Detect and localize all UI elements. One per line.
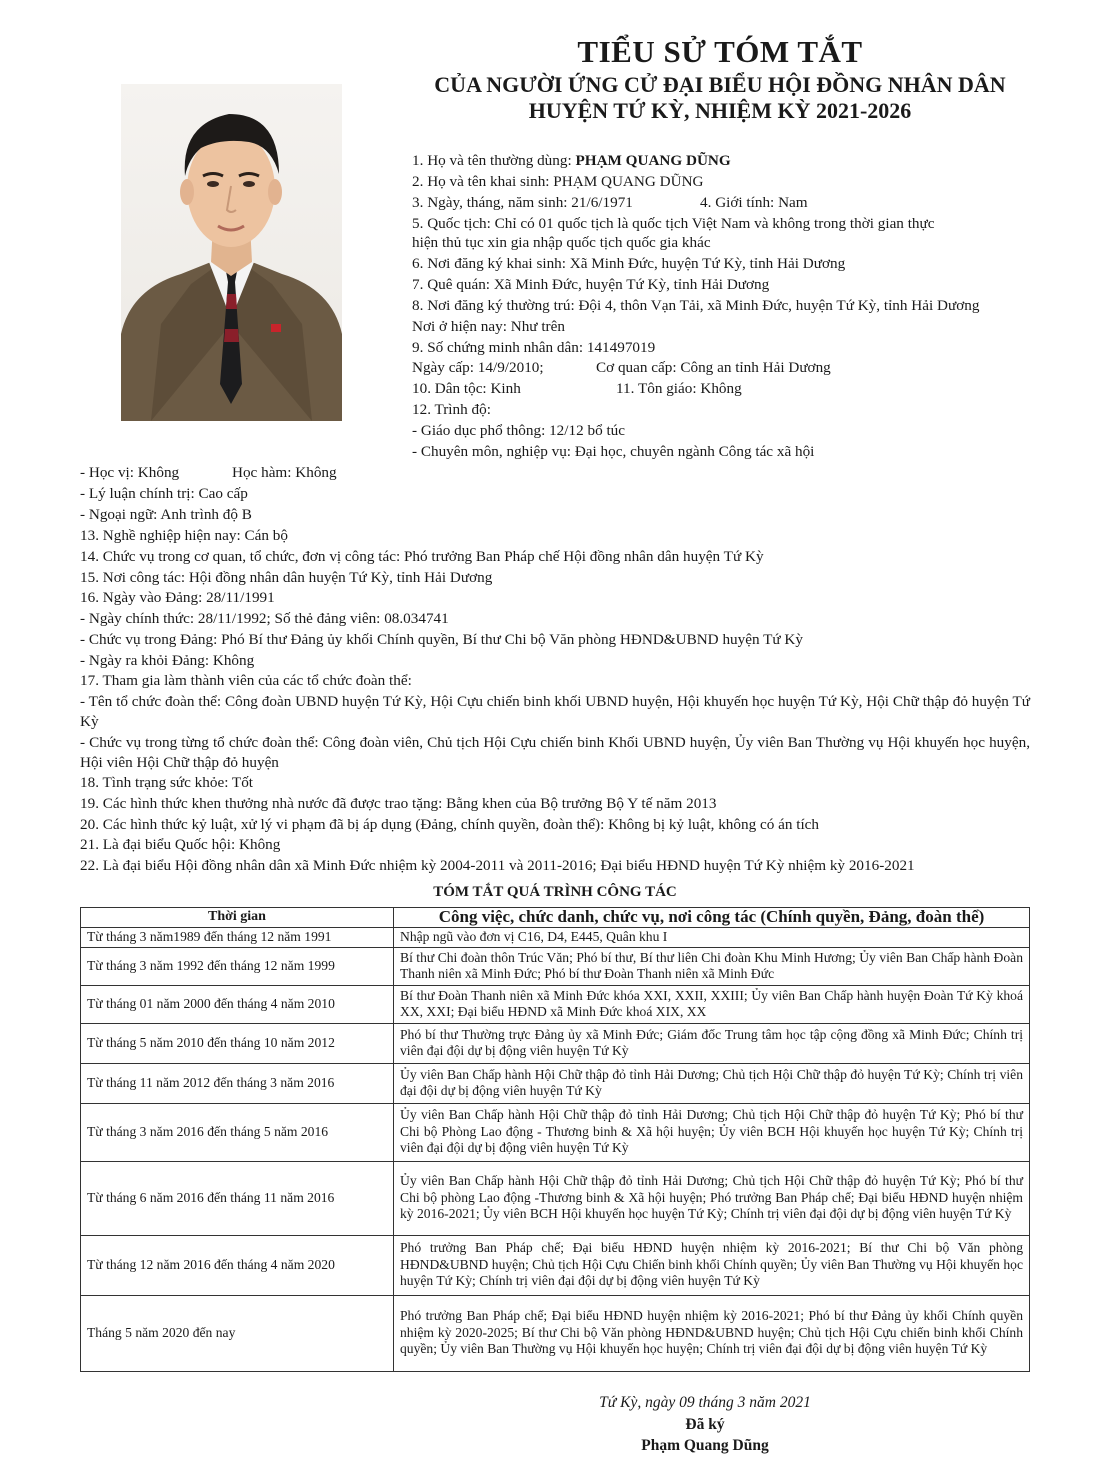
table-row	[81, 985, 1030, 1023]
info-line-6: 6. Nơi đăng ký khai sinh: Xã Minh Đức, huyện Tứ Kỳ, tỉnh Hải Dương	[412, 255, 846, 272]
info-line-17: 17. Tham gia làm thành viên của các tổ chức đoàn thể:	[80, 672, 412, 689]
info-line-15: 15. Nơi công tác: Hội đồng nhân dân huyện Tứ Kỳ, tỉnh Hải Dương	[80, 569, 493, 586]
row-time: Từ tháng 01 năm 2000 đến tháng 4 năm 2010	[81, 985, 394, 1023]
info-line-5a: 5. Quốc tịch: Chỉ có 01 quốc tịch là quốc tịch Việt Nam và không trong thời gian thực	[412, 215, 935, 232]
row-desc: Phó trưởng Ban Pháp chế; Đại biểu HĐND huyện nhiệm kỳ 2016-2021; Bí thư Chi bộ Văn phòng HĐND&UBND huyện; Chủ tịch Hội Cựu Chiến binh khối Chính quyền; Ủy viên Ban Thường vụ Hội khuyến học huyện Tứ Kỳ; Chính trị viên đại đội dự bị động viên huyện Tứ Kỳ	[394, 1235, 1030, 1295]
info-line-8b: Nơi ở hiện nay: Như trên	[412, 318, 565, 335]
info-line-10: 10. Dân tộc: Kinh	[412, 380, 521, 397]
portrait-photo	[121, 84, 342, 421]
info-line-11: 11. Tôn giáo: Không	[616, 380, 742, 397]
info-line-7: 7. Quê quán: Xã Minh Đức, huyện Tứ Kỳ, tỉnh Hải Dương	[412, 276, 770, 293]
info-hocvi: - Học vị: Không	[80, 464, 180, 481]
info-llct: - Lý luận chính trị: Cao cấp	[80, 485, 248, 502]
info-line-12: 12. Trình độ:	[412, 401, 491, 418]
info-line-18: 18. Tình trạng sức khỏe: Tốt	[80, 774, 254, 791]
table-row	[81, 947, 1030, 985]
info-line-8: 8. Nơi đăng ký thường trú: Đội 4, thôn Vạn Tải, xã Minh Đức, huyện Tứ Kỳ, tỉnh Hải Dương	[412, 297, 980, 314]
info-line-9: 9. Số chứng minh nhân dân: 141497019	[412, 339, 656, 356]
info-line-2: 2. Họ và tên khai sinh: PHẠM QUANG DŨNG	[412, 173, 704, 190]
row-desc: Phó bí thư Thường trực Đảng ủy xã Minh Đức; Giám đốc Trung tâm học tập cộng đồng xã Minh Đức; Chính trị viên đại đội dự bị động viên huyện Tứ Kỳ	[394, 1023, 1030, 1063]
row-time: Từ tháng 11 năm 2012 đến tháng 3 năm 2016	[81, 1063, 394, 1103]
row-time: Từ tháng 12 năm 2016 đến tháng 4 năm 2020	[81, 1235, 394, 1295]
info-line-4: 4. Giới tính: Nam	[700, 194, 808, 211]
col-time-header: Thời gian	[81, 908, 394, 928]
info-line-21: 21. Là đại biểu Quốc hội: Không	[80, 836, 281, 853]
subtitle-line-2: HUYỆN TỨ KỲ, NHIỆM KỲ 2021-2026	[528, 98, 912, 123]
portrait-illustration	[121, 84, 342, 421]
row-time: Từ tháng 6 năm 2016 đến tháng 11 năm 2016	[81, 1161, 394, 1235]
signature-status: Đã ký	[685, 1416, 725, 1433]
work-history-table	[80, 907, 1030, 1372]
info-line-16: 16. Ngày vào Đảng: 28/11/1991	[80, 589, 275, 606]
row-time: Từ tháng 3 năm 2016 đến tháng 5 năm 2016	[81, 1103, 394, 1161]
row-desc: Ủy viên Ban Chấp hành Hội Chữ thập đỏ tỉnh Hải Dương; Chủ tịch Hội Chữ thập đỏ huyện Tứ Kỳ; Phó bí thư Chi bộ phòng Lao động -Thương binh & Xã hội huyện; Phó trưởng Ban Pháp chế; Đại biểu HĐND huyện nhiệm kỳ 2016-2021; Ủy viên BCH Hội khuyến học huyện Tứ Kỳ; Chính trị viên đại đội dự bị động viên huyện Tứ Kỳ	[394, 1161, 1030, 1235]
info-line-13: 13. Nghề nghiệp hiện nay: Cán bộ	[80, 527, 288, 544]
info-ngoaingu: - Ngoại ngữ: Anh trình độ B	[80, 506, 252, 523]
info-line-3: 3. Ngày, tháng, năm sinh: 21/6/1971	[412, 194, 633, 211]
work-history-title: TÓM TẮT QUÁ TRÌNH CÔNG TÁC	[433, 884, 677, 900]
info-line-9b: Cơ quan cấp: Công an tỉnh Hải Dương	[596, 359, 831, 376]
info-line-5b: hiện thủ tục xin gia nhập quốc tịch quốc gia khác	[412, 234, 711, 251]
row-desc: Nhập ngũ vào đơn vị C16, D4, E445, Quân khu I	[394, 927, 1030, 947]
table-header-row	[81, 908, 1030, 928]
info-line-17b: - Chức vụ trong từng tổ chức đoàn thể: Công đoàn viên, Chủ tịch Hội Cựu chiến binh Khối UBND huyện, Ủy viên Ban Thường vụ Hội khuyến học huyện, Hội viên Hội Chữ thập đỏ huyện	[80, 734, 1030, 771]
signature-name: Phạm Quang Dũng	[641, 1437, 769, 1454]
table-row	[81, 1235, 1030, 1295]
usual-name: PHẠM QUANG DŨNG	[575, 152, 731, 169]
info-line-9a: Ngày cấp: 14/9/2010;	[412, 359, 544, 376]
info-line-22: 22. Là đại biểu Hội đồng nhân dân xã Minh Đức nhiệm kỳ 2004-2011 và 2011-2016; Đại biểu HĐND huyện Tứ Kỳ nhiệm kỳ 2016-2021	[80, 857, 915, 874]
row-time: Từ tháng 5 năm 2010 đến tháng 10 năm 2012	[81, 1023, 394, 1063]
info-line-17a: - Tên tổ chức đoàn thể: Công đoàn UBND huyện Tứ Kỳ, Hội Cựu chiến binh khối UBND huyện, Hội khuyến học huyện Tứ Kỳ, Hội Chữ thập đỏ huyện Tứ Kỳ	[80, 693, 1030, 730]
table-row	[81, 927, 1030, 947]
info-line-20: 20. Các hình thức kỷ luật, xử lý vi phạm đã bị áp dụng (Đảng, chính quyền, đoàn thể): Không bị kỷ luật, không có án tích	[80, 816, 819, 833]
table-row	[81, 1023, 1030, 1063]
info-label: 1. Họ và tên thường dùng:	[412, 152, 576, 169]
row-desc: Ủy viên Ban Chấp hành Hội Chữ thập đỏ tỉnh Hải Dương; Chủ tịch Hội Chữ thập đỏ huyện Tứ Kỳ; Chính trị viên đại đội dự bị động viên huyện Tứ Kỳ	[394, 1063, 1030, 1103]
row-time: Từ tháng 3 năm1989 đến tháng 12 năm 1991	[81, 927, 394, 947]
col-desc-header: Công việc, chức danh, chức vụ, nơi công tác (Chính quyền, Đảng, đoàn thể)	[394, 908, 1030, 928]
info-line-19: 19. Các hình thức khen thưởng nhà nước đã được trao tặng: Bằng khen của Bộ trưởng Bộ Y tế năm 2013	[80, 795, 717, 812]
row-time: Tháng 5 năm 2020 đến nay	[81, 1295, 394, 1371]
table-row	[81, 1103, 1030, 1161]
row-desc: Phó trưởng Ban Pháp chế; Đại biểu HĐND huyện nhiệm kỳ 2016-2021; Phó bí thư Đảng ủy khối Chính quyền nhiệm kỳ 2020-2025; Bí thư Chi bộ Văn phòng HĐND&UBND huyện; Chủ tịch Hội Cựu chiến binh khối Chính quyền; Ủy viên Ban Thường vụ Hội khuyến học huyện; Chính trị viên đại đội dự bị động viên huyện Tứ Kỳ	[394, 1295, 1030, 1371]
table-row	[81, 1063, 1030, 1103]
row-desc: Ủy viên Ban Chấp hành Hội Chữ thập đỏ tỉnh Hải Dương; Chủ tịch Hội Chữ thập đỏ huyện Tứ Kỳ; Phó bí thư Chi bộ Phòng Lao động - Thương binh & Xã hội huyện; Ủy viên BCH Hội khuyến học huyện Tứ Kỳ; Chính trị viên đại đội dự bị động viên huyện Tứ Kỳ	[394, 1103, 1030, 1161]
table-row	[81, 1161, 1030, 1235]
document-title: TIỂU SỬ TÓM TẮT	[577, 34, 863, 69]
row-time: Từ tháng 3 năm 1992 đến tháng 12 năm 1999	[81, 947, 394, 985]
info-hocham: Học hàm: Không	[232, 464, 337, 481]
table-row	[81, 1295, 1030, 1371]
signature-place-date: Tứ Kỳ, ngày 09 tháng 3 năm 2021	[599, 1394, 811, 1411]
info-line-12a: - Giáo dục phổ thông: 12/12 bổ túc	[412, 422, 626, 439]
info-line-12b: - Chuyên môn, nghiệp vụ: Đại học, chuyên ngành Công tác xã hội	[412, 443, 815, 460]
row-desc: Bí thư Đoàn Thanh niên xã Minh Đức khóa XXI, XXII, XXIII; Ủy viên Ban Chấp hành huyện Đoàn Tứ Kỳ khoá XX, XXI; Đại biểu HĐND xã Minh Đức khoá XIX, XX	[394, 985, 1030, 1023]
info-line-1	[412, 151, 731, 171]
row-desc: Bí thư Chi đoàn thôn Trúc Văn; Phó bí thư, Bí thư liên Chi đoàn Khu Minh Hương; Ủy viên Ban Chấp hành Đoàn Thanh niên xã Minh Đức; Phó bí thư Đoàn Thanh niên xã Minh Đức	[394, 947, 1030, 985]
info-line-16b: - Chức vụ trong Đảng: Phó Bí thư Đảng ủy khối Chính quyền, Bí thư Chi bộ Văn phòng HĐND&UBND huyện Tứ Kỳ	[80, 631, 803, 648]
info-line-16c: - Ngày ra khỏi Đảng: Không	[80, 652, 255, 669]
document-subtitle	[405, 72, 1035, 124]
subtitle-line-1: CỦA NGƯỜI ỨNG CỬ ĐẠI BIỂU HỘI ĐỒNG NHÂN DÂN	[434, 72, 1006, 97]
info-line-14: 14. Chức vụ trong cơ quan, tổ chức, đơn vị công tác: Phó trưởng Ban Pháp chế Hội đồng nhân dân huyện Tứ Kỳ	[80, 548, 764, 565]
info-line-16a: - Ngày chính thức: 28/11/1992; Số thẻ đảng viên: 08.034741	[80, 610, 449, 627]
